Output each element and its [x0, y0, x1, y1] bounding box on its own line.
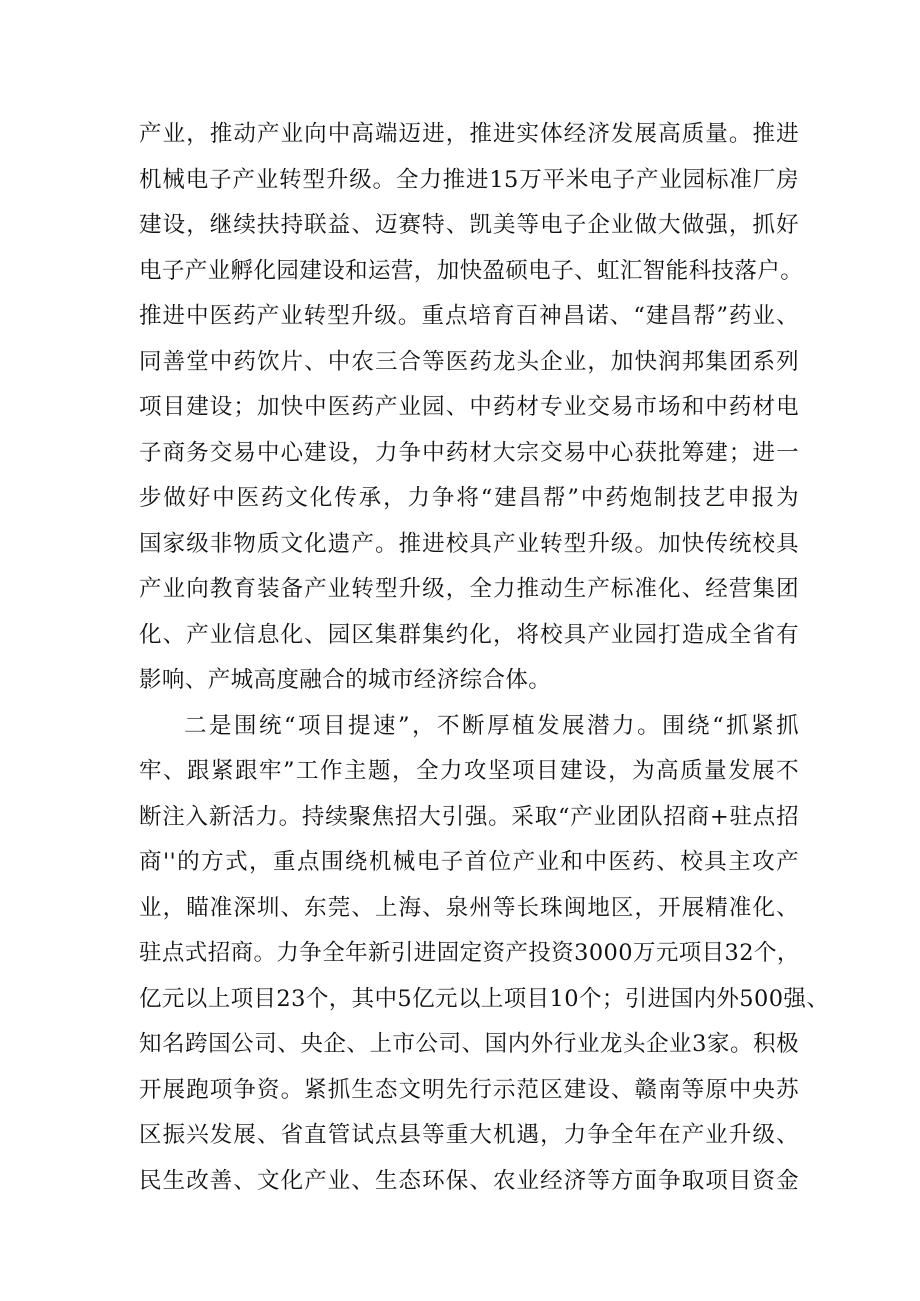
text-line-11: 产业向教育装备产业转型升级，全力推动生产标准化、经营集团 [139, 576, 799, 602]
text-line-2: 机械电子产业转型升级。全力推进15万平米电子产业园标准厂房 [139, 166, 799, 193]
text-line-20: 亿元以上项目23个，其中5亿元以上项目10个；引进国内外500强、 [139, 985, 830, 1012]
text-line-17: 商''的方式，重点围绕机械电子首位产业和中医药、校具主攻产 [139, 849, 799, 875]
text-line-10: 国家级非物质文化遗产。推进校具产业转型升级。加快传统校具 [139, 530, 799, 557]
text-line-14: 二是围统“项目提速”，不断厚植发展潜力。围绕“抓紧抓 [184, 712, 799, 739]
text-line-9: 步做好中医药文化传承，力争将“建昌帮”中药炮制技艺申报为 [139, 485, 799, 511]
text-line-18: 业，瞄准深圳、东莞、上海、泉州等长珠闽地区，开展精准化、 [139, 894, 799, 921]
text-line-5: 推进中医药产业转型升级。重点培育百神昌诺、“建昌帮”药业、 [139, 303, 799, 329]
text-line-15: 牢、跟紧跟牢”工作主题，全力攻坚项目建设，为高质量发展不 [139, 758, 799, 784]
text-line-3: 建设，继续扶持联益、迈赛特、凯美等电子企业做大做强，抓好 [139, 212, 799, 238]
text-line-23: 区振兴发展、省直管试点县等重大机遇，力争全年在产业升级、 [139, 1122, 799, 1148]
body-text [139, 112, 830, 1204]
text-line-19: 驻点式招商。力争全年新引进固定资产投资3000万元项目32个， [139, 940, 800, 966]
text-line-24: 民生改善、文化产业、生态环保、农业经济等方面争取项目资金 [139, 1167, 799, 1194]
text-line-4: 电子产业孵化园建设和运营，加快盈硕电子、虹汇智能科技落户。 [139, 257, 804, 284]
text-line-13: 影响、产城高度融合的城市经济综合体。 [139, 667, 552, 693]
text-line-6: 同善堂中药饮片、中农三合等医药龙头企业，加快润邦集团系列 [139, 348, 799, 375]
text-line-1: 产业，推动产业向中高端迈进，推进实体经济发展高质量。推进 [139, 121, 799, 147]
text-line-7: 项目建设；加快中医药产业园、中药材专业交易市场和中药材电 [139, 394, 799, 420]
text-line-8: 子商务交易中心建设，力争中药材大宗交易中心获批筹建；进一 [139, 439, 799, 466]
text-line-22: 开展跑项争资。紧抓生态文明先行示范区建设、赣南等原中央苏 [139, 1076, 799, 1103]
text-line-16: 断注入新活力。持续聚焦招大引强。采取“产业团队招商+驻点招 [139, 803, 799, 830]
text-line-12: 化、产业信息化、园区集群集约化，将校具产业园打造成全省有 [139, 621, 799, 648]
text-line-21: 知名跨国公司、央企、上市公司、国内外行业龙头企业3家。积极 [139, 1031, 799, 1057]
